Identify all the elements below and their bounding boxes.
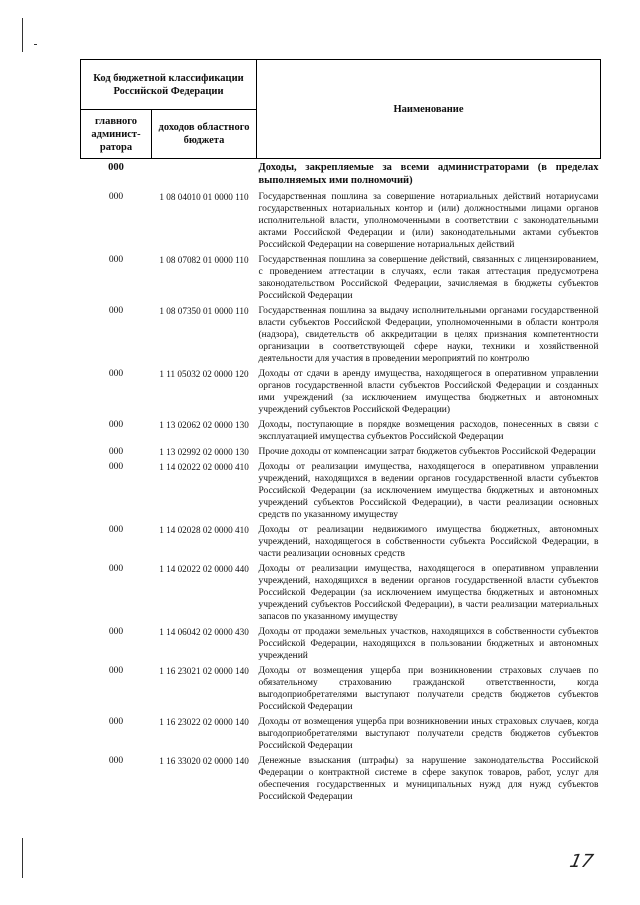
income-name: Доходы от возмещения ущерба при возникновении страховых случаев по обязательному страхованию гражданской ответственности, когда выгодоприобретателями выступают получатели средств бюджетов субъектов Российской Федерации [258, 666, 599, 712]
income-code: 1 08 07350 01 0000 110 [159, 306, 249, 316]
admin-code: 000 [108, 564, 124, 574]
table-row [81, 305, 601, 368]
admin-code: 000 [108, 666, 124, 676]
admin-code: 000 [108, 192, 124, 202]
income-name: Доходы от продажи земельных участков, находящихся в собственности субъектов Российской Федерации, находящихся в пользовании бюджетных и автономных учреждений [258, 627, 599, 661]
table-row [81, 191, 601, 254]
income-code: 1 14 02022 02 0000 440 [159, 564, 249, 574]
income-code: 1 08 07082 01 0000 110 [159, 255, 249, 265]
income-name: Доходы от сдачи в аренду имущества, находящегося в оперативном управлении органов государственной власти субъектов Российской Федерации и созданных ими учреждений (за исключением имущества бюджетных и автономных учреждений субъектов Российской Федерации) [258, 369, 599, 415]
margin-line-top [22, 18, 23, 52]
income-name: Прочие доходы от компенсации затрат бюджетов субъектов Российской Федерации [258, 447, 596, 457]
income-name: Денежные взыскания (штрафы) за нарушение законодательства Российской Федерации о контрактной системе в сфере закупок товаров, работ, услуг для обеспечения государственных и муниципальных нужд для нужд субъектов Российской Федерации [258, 756, 599, 802]
table-row [81, 368, 601, 419]
income-name: Государственная пошлина за совершение нотариальных действий нотариусами государственных нотариальных контор и (или) должностными лицами органов исполнительной власти, уполномоченными в соответствии с законодательными актами Российской Федерации и (или) законодательными актами субъектов Российской Федерации на совершение нотариальных действий [258, 192, 599, 250]
margin-dash [34, 44, 37, 45]
section-row [81, 159, 601, 192]
table-row [81, 461, 601, 524]
admin-code: 000 [108, 369, 124, 379]
income-name: Доходы от реализации имущества, находящегося в оперативном управлении учреждений, находящихся в ведении органов государственной власти субъектов Российской Федерации (за исключением имущества бюджетных и автономных учреждений субъектов Российской Федерации), в части реализации основных средств по указанному имуществу [258, 462, 599, 520]
admin-header: главного админист-ратора [81, 110, 152, 159]
income-code: 1 16 23021 02 0000 140 [159, 666, 249, 676]
table-row [81, 446, 601, 461]
income-code: 1 11 05032 02 0000 120 [159, 369, 249, 379]
income-name: Доходы от возмещения ущерба при возникновении иных страховых случаев, когда выгодоприобретателями выступают получатели средств бюджетов субъектов Российской Федерации [258, 717, 599, 751]
admin-code: 000 [108, 756, 124, 766]
admin-code: 000 [108, 525, 124, 535]
table-row [81, 665, 601, 716]
income-code: 1 13 02062 02 0000 130 [159, 420, 249, 430]
income-name: Доходы от реализации недвижимого имущества бюджетных, автономных учреждений, находящегося в собственности субъекта Российской Федерации, в части реализации основных средств [258, 525, 599, 559]
admin-code: 000 [108, 306, 124, 316]
income-code: 1 16 23022 02 0000 140 [159, 717, 249, 727]
table-row [81, 524, 601, 563]
income-code: 1 13 02992 02 0000 130 [159, 447, 249, 457]
table-row [81, 254, 601, 305]
admin-code: 000 [108, 255, 124, 265]
section-admin: 000 [108, 162, 124, 173]
table-row [81, 626, 601, 665]
income-name: Доходы, поступающие в порядке возмещения расходов, понесенных в связи с эксплуатацией имущества субъектов Российской Федерации [258, 420, 599, 442]
table-row [81, 755, 601, 806]
income-name: Государственная пошлина за совершение действий, связанных с лицензированием, с проведением аттестации в случаях, если такая аттестация предусмотрена законодательством Российской Федерации, зачисляемая в бюджеты субъектов Российской Федерации [258, 255, 599, 301]
income-header: доходов областного бюджета [152, 110, 257, 159]
admin-code: 000 [108, 627, 124, 637]
income-name: Доходы от реализации имущества, находящегося в оперативном управлении учреждений, находящихся в ведении органов государственной власти субъектов Российской Федерации (за исключением имущества бюджетных и автономных учреждений субъектов Российской Федерации), в части реализации материальных запасов по указанному имуществу [258, 564, 599, 622]
income-code: 1 08 04010 01 0000 110 [159, 192, 249, 202]
budget-classification-table [80, 59, 601, 806]
income-code: 1 14 02022 02 0000 410 [159, 462, 249, 472]
admin-code: 000 [108, 717, 124, 727]
name-header: Наименование [257, 60, 601, 159]
table-row [81, 563, 601, 626]
page-number: 17 [567, 851, 596, 872]
code-group-header: Код бюджетной классификации Российской Федерации [81, 60, 257, 110]
section-code [152, 159, 257, 192]
income-code: 1 14 06042 02 0000 430 [159, 627, 249, 637]
income-name: Государственная пошлина за выдачу исполнительными органами государственной власти субъектов Российской Федерации, уполномоченными в области контроля (надзора), свидетельств об аккредитации в целях признания компетентности организации в соответствующей сфере науки, техники и хозяйственной деятельности для участия в проведении мероприятий по контролю [258, 306, 599, 364]
table-row [81, 716, 601, 755]
admin-code: 000 [108, 447, 124, 457]
section-title: Доходы, закрепляемые за всеми администраторами (в пределах выполняемых ими полномочий) [258, 162, 599, 186]
admin-code: 000 [108, 420, 124, 430]
income-code: 1 16 33020 02 0000 140 [159, 756, 249, 766]
margin-line-bottom [22, 838, 23, 878]
table-row [81, 419, 601, 446]
admin-code: 000 [108, 462, 124, 472]
income-code: 1 14 02028 02 0000 410 [159, 525, 249, 535]
